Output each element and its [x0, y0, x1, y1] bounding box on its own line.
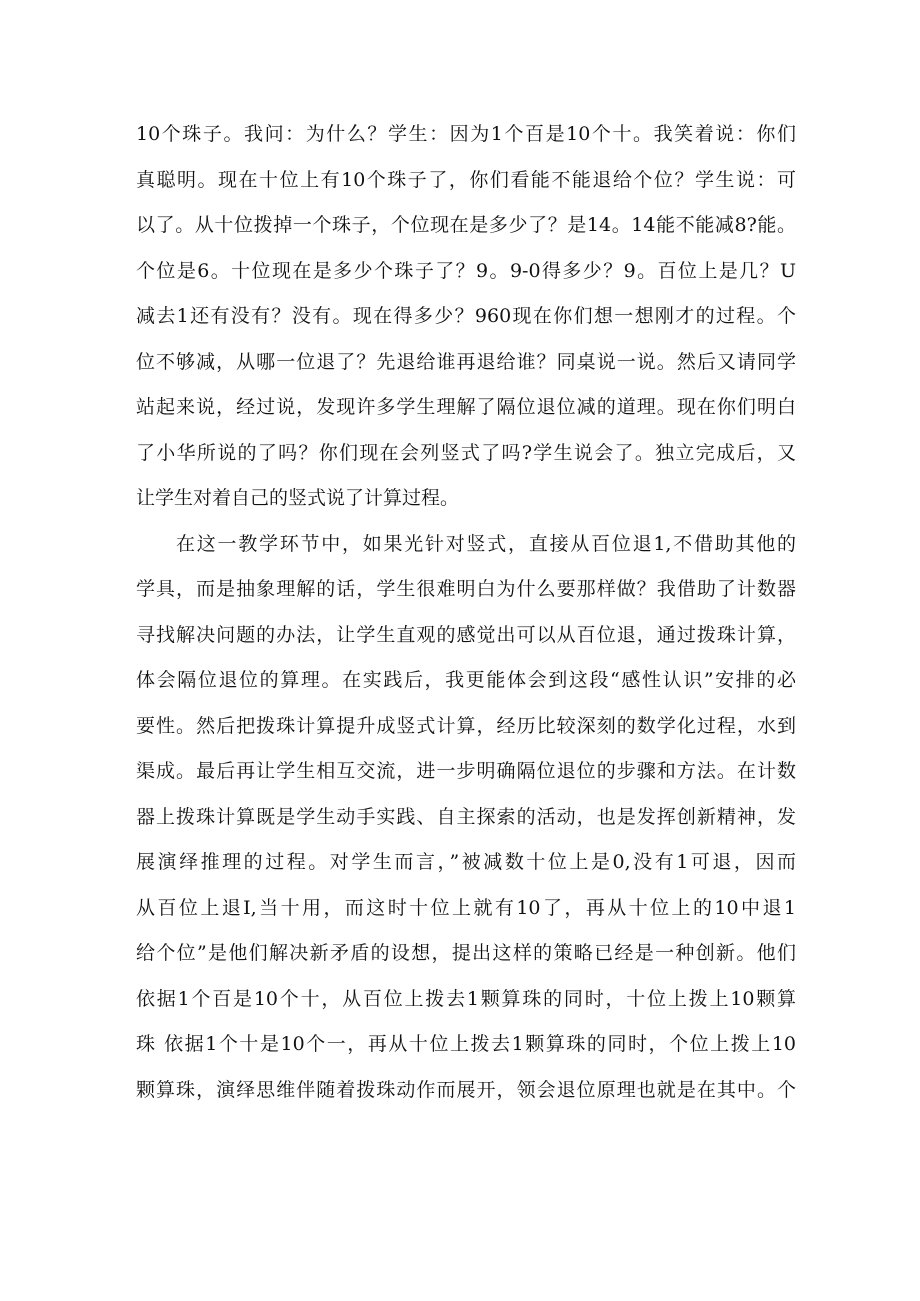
paragraph-2	[136, 522, 796, 1114]
text-line: 让学生对着自己的竖式说了计算过程。	[136, 487, 460, 509]
text-line: 位不够减，从哪一位退了？先退给谁再退给谁？同桌说一说。然后又请同学	[136, 350, 796, 373]
text-line: 展演绎推理的过程。对学生而言，”被减数十位上是0,没有1可退，因而	[136, 851, 796, 873]
text-line: 10个珠子。我问：为什么？学生：因为1个百是10个十。我笑着说：你们	[136, 123, 796, 145]
text-line: 颗算珠，演绎思维伴随着拨珠动作而展开，领会退位原理也就是在其中。个	[136, 1078, 796, 1101]
text-line: 减去1还有没有？没有。现在得多少？960现在你们想一想刚才的过程。个	[136, 305, 796, 327]
text-line: 给个位”是他们解决新矛盾的设想，提出这样的策略已经是一种创新。他们	[136, 942, 796, 964]
text-line: 器上拨珠计算既是学生动手实践、自主探索的活动，也是发挥创新精神，发	[136, 805, 796, 828]
text-line: 以了。从十位拨掉一个珠子，个位现在是多少了？是14。14能不能减8?能。	[136, 214, 796, 236]
text-line: 从百位上退I,当十用，而这时十位上就有10了，再从十位上的10中退1	[136, 896, 796, 919]
body-text	[136, 112, 796, 1113]
text-line: 站起来说，经过说，发现许多学生理解了隔位退位减的道理。现在你们明白	[136, 396, 796, 418]
paragraph-1	[136, 112, 796, 522]
text-line: 真聪明。现在十位上有10个珠子了，你们看能不能退给个位？学生说：可	[136, 168, 796, 191]
text-line: 学具，而是抽象理解的话，学生很难明白为什么要那样做？我借助了计数器	[136, 578, 796, 600]
text-line: 在这一教学环节中，如果光针对竖式，直接从百位退1,不借助其他的	[176, 532, 796, 555]
text-line: 依据1个百是10个十，从百位上拨去1颗算珠的同时，十位上拨上10颗算	[136, 987, 796, 1010]
text-line: 体会隔位退位的算理。在实践后，我更能体会到这段“感性认识”安排的必	[136, 669, 796, 691]
text-line: 个位是6。十位现在是多少个珠子了？9。9-0得多少？9。百位上是几？U	[136, 259, 796, 282]
text-line: 了小华所说的了吗？你们现在会列竖式了吗?学生说会了。独立完成后，又	[136, 441, 796, 464]
text-line: 渠成。最后再让学生相互交流，进一步明确隔位退位的步骤和方法。在计数	[136, 760, 796, 782]
text-line: 寻找解决问题的办法，让学生直观的感觉出可以从百位退，通过拨珠计算，	[136, 623, 796, 646]
text-line: 珠 依据1个十是10个一，再从十位上拨去1颗算珠的同时，个位上拨上10	[136, 1033, 796, 1055]
text-line: 要性。然后把拨珠计算提升成竖式计算，经历比较深刻的数学化过程，水到	[136, 714, 796, 737]
